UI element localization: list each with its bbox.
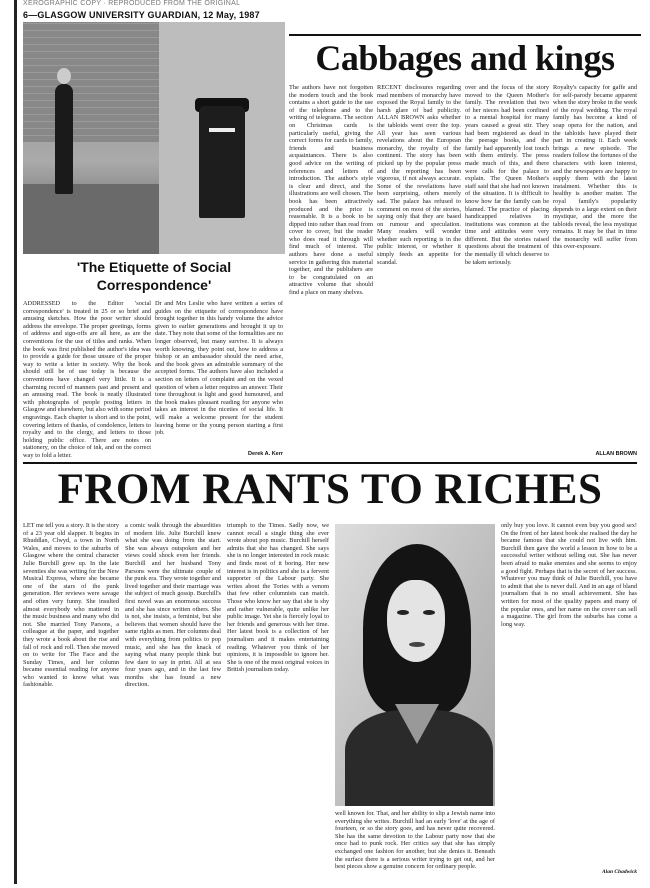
photo-caption-box bbox=[23, 258, 285, 294]
section-rule bbox=[23, 462, 637, 464]
top-story-column-5: over and the focus of the story moved to the Queen Mother's family. The revelation that two of her nieces had been confined to a mental hospital for many years caused a great stir. They had been registered as dead in the peerage books, and the family had apparently lost touch with them entirely. The press made much of this, and there were calls for the palace to explain. The Queen Mother's staff said that she had not known of the situation. It is difficult to know how far the family can be blamed. The practice of placing handicapped relatives in institutions was common at the time and attitudes were very different. But the stories raised questions about the treatment of the mentally ill which deserve to be taken seriously. bbox=[465, 84, 549, 266]
photo-postbox bbox=[159, 22, 285, 254]
portrait-left-eye bbox=[397, 610, 409, 615]
feature-column-3: triumph to the Times. Sadly now, we cannot recall a single thing she ever wrote about pop music. Burchill herself admits that she has changed. She says she is no longer interested in rock music and finds most of it boring. Her new interest is in politics and she is a fervent supporter of the Labour party. She writes about the Tories with a venom that few other columnists can match. Those who know her say that she is shy and rather vulnerable, quite unlike her public image. Yet she is fiercely loyal to her friends and generous with her time. Her latest book is a collection of her journalism and it makes entertaining reading. Whatever you think of her opinions, it is impossible to ignore her. She is one of the most original voices in British journalism today. bbox=[227, 522, 329, 674]
feature-column-1: LET me tell you a story. It is the story of a 23 year old slapper. It begins in Rhuddlan, Clwyd, a town in North Wales, and moves to the suburbs of Glasgow where the central character Julie Burchill grew up. In the late seventies she was writing for the New Musical Express, where she became one of the stars of the punk generation. Her reviews were savage and often very funny. She insulted almost everybody who mattered in the music business and many who did not. She married Tony Parsons, a colleague at the paper, and together they wrote a book about the rise and fall of rock and roll. Then she moved on to write for The Face and the Sunday Times, and her column became essential reading for anyone who wanted to know what was fashionable. bbox=[23, 522, 119, 689]
top-story-column-6: Royalty's capacity for gaffe and for self-parody became apparent when the story broke in the week of the royal wedding. The royal family has become a kind of soap opera for the nation, and the tabloids have played their part in creating it. Each week brings a new episode. The readers follow the fortunes of the characters with keen interest, and the newspapers are happy to supply them with the latest instalment. Whether this is healthy is another matter. The royal family's popularity depends to a large extent on their mystique, and the more the tabloids reveal, the less mystique remains. It may be that in time the monarchy will suffer from this over-exposure. bbox=[553, 84, 637, 251]
feature-column-2: a comic walk through the absurdities of modern life. Julie Burchill knew what she was doing from the start. She was always outspoken and her views could shock even her friends. Burchill and her husband Tony Parsons were the ultimate couple of the punk era. They wrote together and lived together and their marriage was the subject of much gossip. Burchill's first novel was an enormous success and she has since written others. She is not, she insists, a feminist, but she believes that women should have the same rights as men. Her columns deal with everything from politics to pop music, and she has the knack of saying what many people think but few dare to say in print. All at sea four years ago, and in the last few months she has found a new direction. bbox=[125, 522, 221, 689]
top-story-column-3: The authors have not forgotten the modern touch and the book contains a short guide to the use of the telephone and to the writing of telegrams. The section on Christmas cards is particularly useful, giving the correct forms for cards to family, friends and business acquaintances. There is also good advice on the writing of references and letters of introduction. The author's style is clear and direct, and the illustrations are well chosen. The book has been attractively produced and the price is reasonable. It is a book to be dipped into rather than read from cover to cover, but the reader who does read it through will find much of interest. The authors have done a useful service in gathering this material together, and the publishers are to be congratulated on an attractive volume that should find a place on many shelves. bbox=[289, 84, 373, 297]
headline-rule bbox=[289, 34, 641, 36]
scan-header-line: XEROGRAPHIC COPY · REPRODUCED FROM THE ORIGINAL bbox=[23, 0, 241, 7]
postbox-slot bbox=[209, 128, 235, 132]
page-folio: 6—GLASGOW UNIVERSITY GUARDIAN, 12 May, 1987 bbox=[23, 10, 260, 20]
postbox-body bbox=[199, 106, 245, 218]
photo-woman-by-wall bbox=[23, 22, 159, 254]
portrait-face bbox=[387, 580, 445, 662]
photo-wall bbox=[23, 22, 159, 142]
portrait-lips bbox=[409, 642, 425, 647]
photo-caption: 'The Etiquette of Social Correspondence' bbox=[76, 259, 232, 293]
top-story-column-1: ADDRESSED to the Editor 'social correspondence' is treated in 25 or so brief and amusing sketches. How the poor writer should address the envelope. The proper greetings, forms of address and sign-offs are all here, as are the conventions for the use of titles and ranks. When the book was first published the author's idea was to provide a guide for those unsure of the proper way to write a letter in society. Why the book should still be of use today is because the conventions have changed very little. It is a charming record of manners past and present and an amusing read. The book is neatly illustrated with photographs of people posting letters in Glasgow and elsewhere, but also with some period engravings. Each chapter is short and to the point, covering letters of thanks, of condolence, letters to royalty and to the clergy, and letters to those holding public office. There are notes on stationery, on the choice of ink, and on the correct way to fold a letter. bbox=[23, 300, 151, 459]
byline-derek-kerr: Derek A. Kerr bbox=[248, 451, 283, 457]
top-story-column-2: Dr and Mrs Leslie who have written a series of guides on the etiquette of correspondence have brought together in this handy volume the advice given to earlier generations and brought it up to date. They note that some of the formalities are no longer observed, but many survive. It is always worth knowing, they point out, how to address a bishop or an ambassador should the need arise, and the book gives an admirable summary of the accepted forms. The authors have also included a section on letters of complaint and on the vexed question of when a letter requires an answer. Their tone throughout is light and good humoured, and the book makes pleasant reading for anyone who takes an interest in the niceties of social life. It will make a welcome present for the student leaving home or the young person starting a first job. bbox=[155, 300, 283, 437]
feature-column-5: only buy you love. It cannot even buy you good sex! On the front of her latest book she realised the day he became famous that she could not live with him. Burchill then gave the world a lesson in how to be a successful writer without selling out. She has never been afraid to make enemies and she seems to enjoy a good fight. Perhaps that is the secret of her success. Whatever you may think of Julie Burchill, you have to admit that she is never dull. And in an age of bland journalism that is no small achievement. She has written for most of the quality papers and many of the popular ones, and her name on the cover can sell a magazine. The girl from the suburbs has come a long way. bbox=[501, 522, 637, 628]
byline-alan-chadwick: Alan Chadwick bbox=[602, 869, 637, 875]
photo-julie-burchill bbox=[335, 524, 495, 806]
photo-ground bbox=[23, 184, 159, 254]
feature-column-4: well known for. That, and her ability to slip a Jewish name into everything she writes. Burchill had an early 'love' at the age of fourteen, or so the story goes, and has never quite recovered. She has the same devotion to the Labour party now that she once had to punk rock. Her critics say that she has simply exchanged one fashion for another, but she denies it. Beneath the surface there is a serious writer trying to get out, and her best pieces show a genuine concern for ordinary people. bbox=[335, 810, 495, 871]
photo-figure bbox=[55, 84, 73, 194]
photo-figure-head bbox=[57, 68, 71, 84]
newspaper-page bbox=[14, 0, 638, 884]
top-headline: Cabbages and kings bbox=[315, 38, 615, 78]
byline-allan-brown: ALLAN BROWN bbox=[595, 451, 637, 457]
feature-headline: FROM RANTS TO RICHES bbox=[57, 466, 603, 513]
portrait-right-eye bbox=[423, 610, 435, 615]
top-story-column-4: RECENT disclosures regarding mad members of monarchy have exposed the Royal family to the harsh glare of bad publicity. ALLAN BROWN asks whether the tabloids went over the top. All year has seen various revelations about the European monarchy, the royalty of the continent. The story has been picked up by the popular press and the reporting has been vigorous, if not always accurate. Some of the revelations have been surprising, others merely sad. The palace has refused to comment on most of the stories, saying only that they are based on rumour and speculation. Many readers will wonder whether such reporting is in the public interest, or whether it simply feeds an appetite for scandal. bbox=[377, 84, 461, 266]
